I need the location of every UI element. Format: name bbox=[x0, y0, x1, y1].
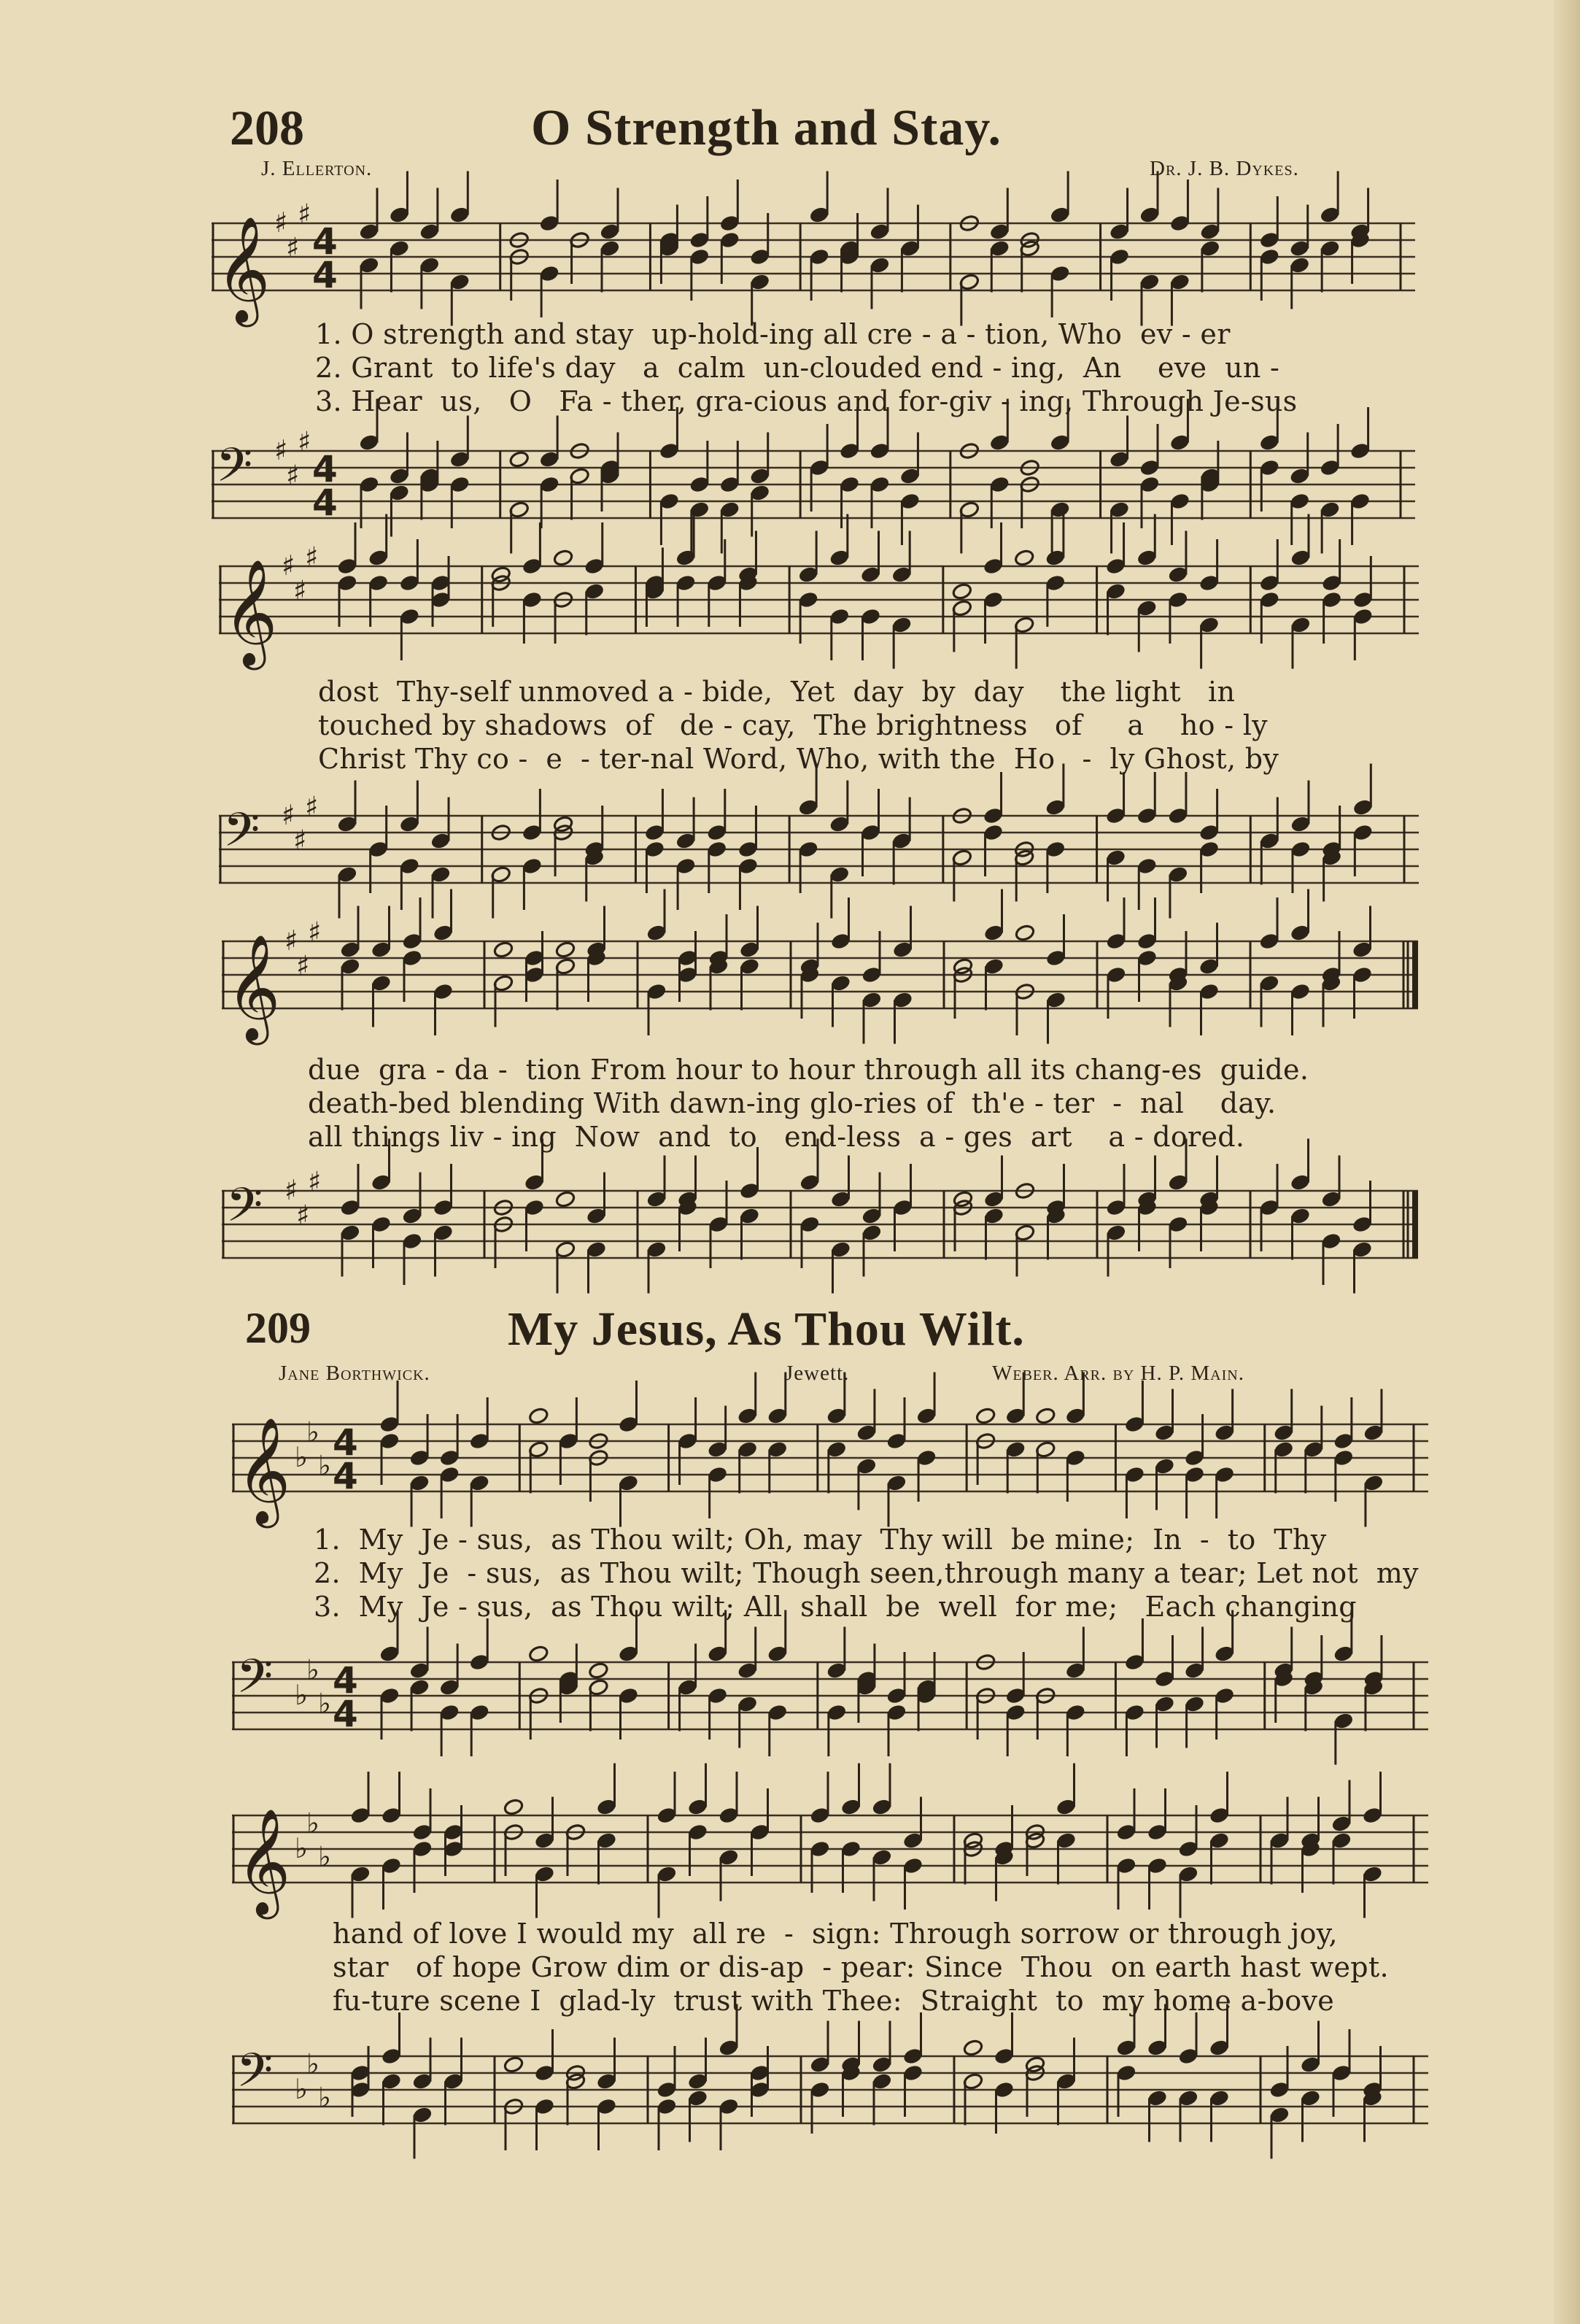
sharp-icon: ♯ bbox=[298, 198, 311, 231]
bass-clef-icon: 𝄢 bbox=[226, 1178, 263, 1244]
sharp-icon: ♯ bbox=[305, 790, 319, 823]
sharp-icon: ♯ bbox=[284, 1174, 298, 1206]
lyric-line: star of hope Grow dim or dis-ap - pear: Since Thou on earth hast wept. bbox=[333, 1951, 1389, 1983]
hymn-title: O Strength and Stay. bbox=[531, 100, 1002, 156]
flat-icon: ♭ bbox=[295, 2073, 308, 2105]
lyric-line: hand of love I would my all re - sign: Through sorrow or through joy, bbox=[333, 1918, 1338, 1950]
flat-icon: ♭ bbox=[295, 1679, 308, 1711]
flat-icon: ♭ bbox=[318, 1687, 331, 1720]
sharp-icon: ♯ bbox=[293, 574, 307, 607]
flat-icon: ♭ bbox=[306, 2047, 320, 2080]
treble-clef-icon: 𝄞 bbox=[236, 1807, 291, 1915]
note-head bbox=[963, 2039, 984, 2057]
sharp-icon: ♯ bbox=[282, 549, 295, 582]
flat-icon: ♭ bbox=[306, 1416, 320, 1448]
note-head bbox=[975, 1407, 996, 1425]
treble-staff bbox=[212, 198, 1415, 323]
note-head bbox=[555, 1190, 576, 1208]
note-head bbox=[1014, 549, 1035, 567]
lyric-line: touched by shadows of de - cay, The brightness of a ho - ly bbox=[318, 709, 1268, 741]
lyric-line: 1. O strength and stay up-hold-ing all cre - a - tion, Who ev - er bbox=[315, 318, 1231, 350]
page-edge bbox=[1554, 0, 1580, 2324]
time-signature-bottom: 4 bbox=[333, 1693, 358, 1735]
bass-staff bbox=[232, 2036, 1428, 2153]
flat-icon: ♭ bbox=[318, 2081, 331, 2114]
sharp-icon: ♯ bbox=[308, 1165, 322, 1198]
bass-staff bbox=[222, 1165, 1418, 1265]
lyric-line: due gra - da - tion From hour to hour through all its chang-es guide. bbox=[308, 1054, 1309, 1086]
lyric-line: 3. Hear us, O Fa - ther, gra-cious and for-giv - ing, Through Je-sus bbox=[315, 385, 1298, 417]
lyric-line: dost Thy-self unmoved a - bide, Yet day by day the light in bbox=[318, 676, 1236, 708]
treble-clef-icon: 𝄞 bbox=[223, 558, 278, 665]
note-head bbox=[528, 1645, 549, 1663]
bass-staff bbox=[212, 425, 1415, 525]
sharp-icon: ♯ bbox=[274, 206, 288, 239]
time-signature-bottom: 4 bbox=[312, 254, 338, 296]
note-head bbox=[555, 941, 576, 959]
bass-clef-icon: 𝄢 bbox=[236, 2044, 274, 2109]
note-head bbox=[528, 1407, 549, 1425]
treble-clef-icon: 𝄞 bbox=[216, 215, 271, 323]
note-head bbox=[503, 2055, 524, 2074]
treble-clef-icon: 𝄞 bbox=[226, 933, 281, 1041]
bass-staff bbox=[232, 1642, 1428, 1751]
bass-clef-icon: 𝄢 bbox=[236, 1650, 274, 1715]
note-head bbox=[952, 582, 973, 601]
time-signature-top: 4 bbox=[312, 220, 338, 263]
lyric-line: Christ Thy co - e - ter-nal Word, Who, with the Ho - ly Ghost, by bbox=[318, 743, 1279, 775]
tune-name: Jewett. bbox=[785, 1362, 850, 1385]
lyric-line: 2. My Je - sus, as Thou wilt; Though seen,through many a tear; Let not my bbox=[314, 1557, 1419, 1589]
words-credit: Jane Borthwick. bbox=[279, 1362, 430, 1385]
note-head bbox=[588, 1661, 609, 1680]
time-signature-top: 4 bbox=[312, 448, 338, 490]
lyric-line: 2. Grant to life's day a calm un-clouded end - ing, An eve un - bbox=[315, 352, 1280, 384]
note-head bbox=[1015, 924, 1036, 942]
sharp-icon: ♯ bbox=[282, 799, 295, 831]
lyric-line: death-bed blending With dawn-ing glo-ries of th'e - ter - nal day. bbox=[308, 1087, 1277, 1119]
note-head bbox=[1035, 1407, 1056, 1425]
final-barline-thick bbox=[1412, 1191, 1418, 1258]
final-barline-thick bbox=[1412, 941, 1418, 1008]
sharp-icon: ♯ bbox=[305, 541, 319, 574]
note-head bbox=[553, 549, 574, 567]
treble-staff bbox=[232, 1404, 1428, 1524]
sharp-icon: ♯ bbox=[298, 425, 311, 458]
treble-clef-icon: 𝄞 bbox=[236, 1416, 291, 1524]
sharp-icon: ♯ bbox=[286, 231, 300, 264]
sharp-icon: ♯ bbox=[293, 824, 307, 857]
lyric-line: 3. My Je - sus, as Thou wilt; All shall be well for me; Each changing bbox=[314, 1591, 1357, 1623]
sharp-icon: ♯ bbox=[284, 924, 298, 957]
flat-icon: ♭ bbox=[306, 1807, 320, 1839]
bass-clef-icon: 𝄢 bbox=[223, 803, 260, 869]
hymn-number: 208 bbox=[230, 100, 304, 155]
time-signature-top: 4 bbox=[333, 1421, 358, 1464]
sharp-icon: ♯ bbox=[274, 434, 288, 466]
flat-icon: ♭ bbox=[318, 1449, 331, 1482]
note-head bbox=[508, 450, 530, 468]
time-signature-bottom: 4 bbox=[312, 482, 338, 524]
hymn-title: My Jesus, As Thou Wilt. bbox=[508, 1302, 1025, 1356]
sharp-icon: ♯ bbox=[296, 949, 310, 982]
sharp-icon: ♯ bbox=[286, 459, 300, 492]
time-signature-top: 4 bbox=[333, 1659, 358, 1702]
flat-icon: ♭ bbox=[318, 1840, 331, 1873]
note-head bbox=[493, 941, 514, 959]
treble-staff bbox=[222, 916, 1418, 1041]
bass-staff bbox=[219, 790, 1419, 890]
treble-staff bbox=[232, 1795, 1428, 1915]
flat-icon: ♭ bbox=[306, 1653, 320, 1686]
treble-staff bbox=[219, 541, 1419, 665]
music-credit: Weber. Arr. by H. P. Main. bbox=[992, 1362, 1244, 1385]
lyric-line: fu-ture scene I glad-ly trust with Thee: Straight to my home a-bove bbox=[333, 1985, 1335, 2017]
words-credit: J. Ellerton. bbox=[261, 157, 373, 180]
bass-clef-icon: 𝄢 bbox=[216, 439, 253, 504]
hymn-number: 209 bbox=[245, 1304, 311, 1352]
note-head bbox=[503, 1798, 524, 1816]
lyric-line: all things liv - ing Now and to end-less a - ges art a - dored. bbox=[308, 1121, 1245, 1153]
time-signature-bottom: 4 bbox=[333, 1455, 358, 1497]
lyric-line: 1. My Je - sus, as Thou wilt; Oh, may Thy will be mine; In - to Thy bbox=[314, 1524, 1327, 1556]
music-credit: Dr. J. B. Dykes. bbox=[1150, 157, 1299, 180]
sharp-icon: ♯ bbox=[308, 916, 322, 949]
flat-icon: ♭ bbox=[295, 1832, 308, 1864]
flat-icon: ♭ bbox=[295, 1441, 308, 1473]
sharp-icon: ♯ bbox=[296, 1199, 310, 1232]
